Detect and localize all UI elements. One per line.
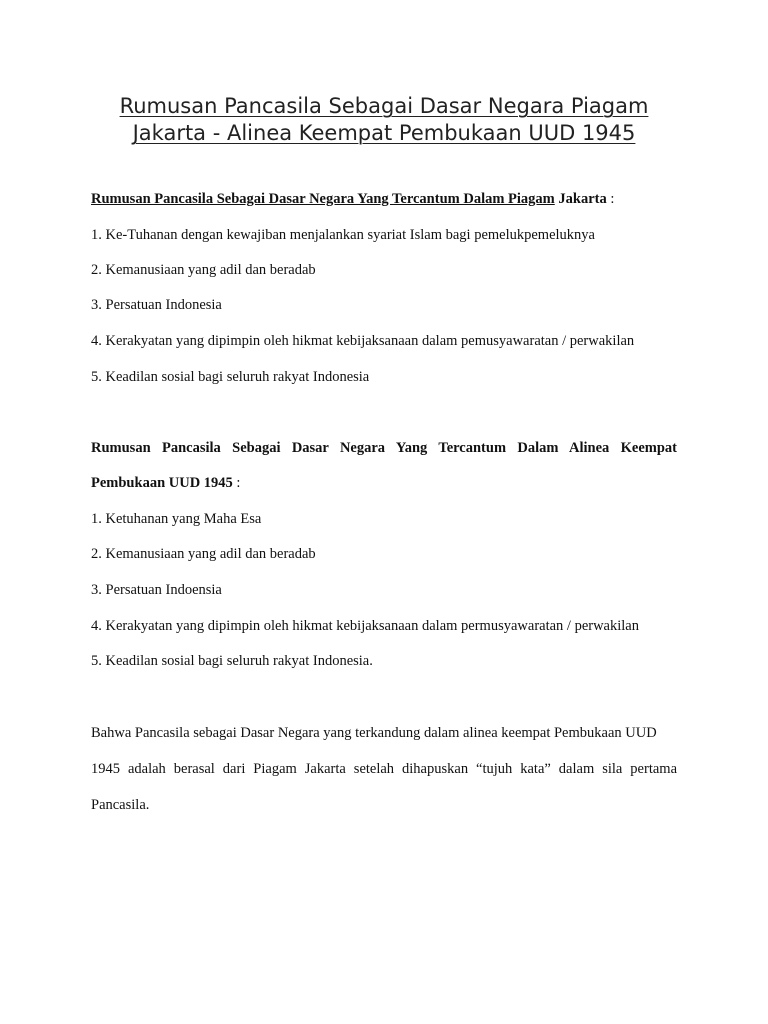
colon: : <box>606 191 615 207</box>
list-item: 5. Keadilan sosial bagi seluruh rakyat Indonesia. <box>91 653 373 669</box>
section2-heading-line-1 <box>91 440 677 457</box>
section2-heading-line-2 <box>91 475 677 492</box>
list-item: 3. Persatuan Indoensia <box>91 582 222 598</box>
list-item: 4. Kerakyatan yang dipimpin oleh hikmat kebijaksanaan dalam pemusyawaratan / perwakilan <box>91 333 635 349</box>
section1-heading-underlined: Rumusan Pancasila Sebagai Dasar Negara Yang Tercantum Dalam Piagam <box>91 191 555 207</box>
conclusion-line-2: 1945 adalah berasal dari Piagam Jakarta setelah dihapuskan “tujuh kata” dalam sila pertama <box>91 761 677 777</box>
list-item: 1. Ke-Tuhanan dengan kewajiban menjalankan syariat Islam bagi pemelukpemeluknya <box>91 227 595 243</box>
list-item: 3. Persatuan Indonesia <box>91 297 222 313</box>
document-title-line-1: Rumusan Pancasila Sebagai Dasar Negara Piagam <box>119 94 649 118</box>
section1-heading <box>91 191 677 208</box>
conclusion-line-3: Pancasila. <box>91 797 150 813</box>
section2-heading-text: Pembukaan UUD 1945 <box>91 475 233 491</box>
list-item: 2. Kemanusiaan yang adil dan beradab <box>91 546 316 562</box>
list-item: 4. Kerakyatan yang dipimpin oleh hikmat kebijaksanaan dalam permusyawaratan / perwakilan <box>91 618 639 634</box>
section2-heading-text: Rumusan Pancasila Sebagai Dasar Negara Yang Tercantum Dalam Alinea Keempat <box>91 440 677 456</box>
colon: : <box>232 475 241 491</box>
document-title-line-2: Jakarta - Alinea Keempat Pembukaan UUD 1945 <box>132 121 636 145</box>
list-item: 5. Keadilan sosial bagi seluruh rakyat Indonesia <box>91 369 370 385</box>
conclusion-line-1: Bahwa Pancasila sebagai Dasar Negara yang terkandung dalam alinea keempat Pembukaan UUD <box>91 725 657 741</box>
section1-heading-rest: Jakarta <box>558 191 607 207</box>
list-item: 1. Ketuhanan yang Maha Esa <box>91 511 262 527</box>
list-item: 2. Kemanusiaan yang adil dan beradab <box>91 262 316 278</box>
